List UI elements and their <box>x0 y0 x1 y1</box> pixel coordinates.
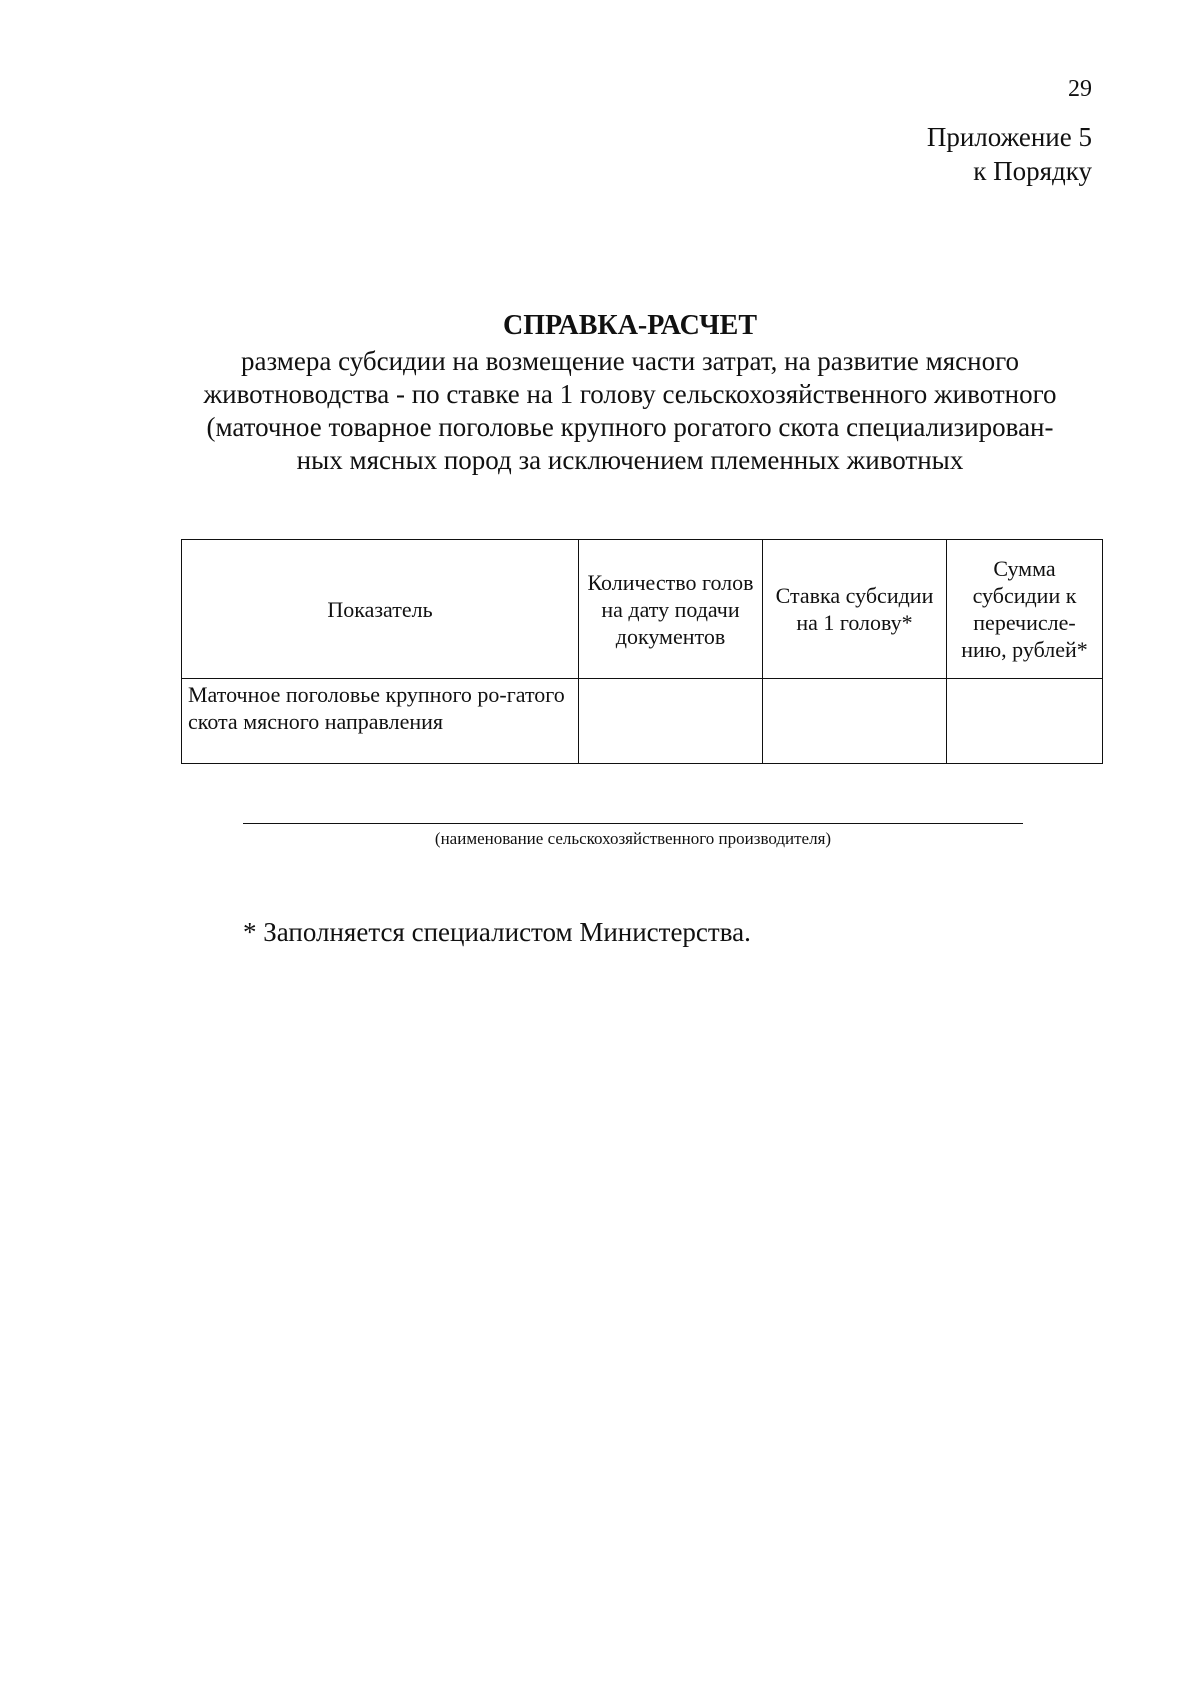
subtitle-line-3: (маточное товарное поголовье крупного рогатого скота специализирован- <box>206 412 1054 442</box>
cell-rate <box>763 679 947 764</box>
header-rate: Ставка субсидии на 1 голову* <box>763 540 947 679</box>
cell-head-count <box>579 679 763 764</box>
producer-name-line <box>243 823 1023 824</box>
header-indicator: Показатель <box>182 540 579 679</box>
appendix-line-1: Приложение 5 <box>926 122 1092 152</box>
header-head-count: Количество голов на дату подачи документов <box>579 540 763 679</box>
header-sum: Сумма субсидии к перечисле-нию, рублей* <box>947 540 1103 679</box>
table-header-row <box>182 540 1103 679</box>
cell-sum <box>947 679 1103 764</box>
subtitle-line-2: животноводства - по ставке на 1 голову сельскохозяйственного животного <box>203 379 1057 409</box>
document-subtitle <box>170 345 1090 477</box>
subtitle-line-1: размера субсидии на возмещение части затрат, на развитие мясного <box>241 346 1019 376</box>
producer-name-caption: (наименование сельскохозяйственного производителя) <box>434 829 832 848</box>
subtitle-line-4: ных мясных пород за исключением племенных животных <box>296 445 964 475</box>
table-row <box>182 679 1103 764</box>
cell-indicator: Маточное поголовье крупного ро-гатого скота мясного направления <box>182 679 579 764</box>
calculation-table <box>181 539 1103 764</box>
appendix-line-2: к Порядку <box>973 156 1092 186</box>
footnote: * Заполняется специалистом Министерства. <box>243 917 751 947</box>
document-title: СПРАВКА-РАСЧЕТ <box>502 310 758 341</box>
page-number: 29 <box>1068 76 1092 102</box>
appendix-reference <box>927 120 1092 188</box>
